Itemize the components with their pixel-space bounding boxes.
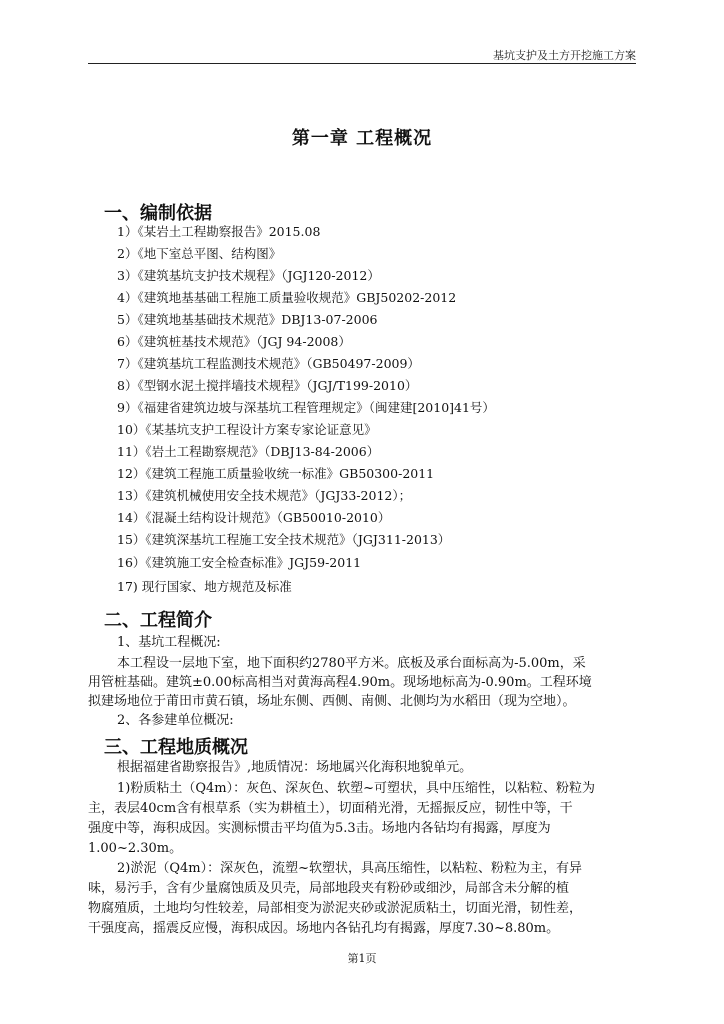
reference-item: 11）《岩土工程勘察规范》（DBJ13-84-2006） (117, 444, 380, 459)
paragraph-line: 味，易污手，含有少量腐蚀质及贝壳，局部地段夹有粉砂或细沙，局部含未分解的植 (88, 881, 570, 896)
reference-item: 13）《建筑机械使用安全技术规范》（JGJ33-2012）； (117, 488, 412, 503)
reference-item: 5）《建筑地基基础技术规范》DBJ13-07-2006 (117, 312, 378, 327)
reference-item: 12）《建筑工程施工质量验收统一标准》GB50300-2011 (117, 466, 435, 481)
reference-item: 4）《建筑地基基础工程施工质量验收规范》GBJ50202-2012 (117, 290, 457, 305)
paragraph-line: 本工程设一层地下室，地下面积约2780平方米。底板及承台面标高为-5.00m，采 (117, 656, 586, 671)
section-heading-geology: 三、工程地质概况 (104, 737, 248, 758)
paragraph-line: 物腐殖质，土地均匀性较差，局部相变为淤泥夹砂或淤泥质粘土，切面光滑，韧性差， (88, 901, 583, 916)
reference-item: 8）《型钢水泥土搅拌墙技术规程》（JGJ/T199-2010） (117, 378, 418, 393)
paragraph-line: 强度中等，海积成因。实测标惯击平均值为5.3击。场地内各钻均有揭露，厚度为 (88, 821, 551, 836)
paragraph-line: 主，表层40cm含有根草系（实为耕植土），切面稍光滑，无摇振反应，韧性中等，干 (88, 801, 573, 816)
section-heading-basis: 一、编制依据 (104, 203, 212, 224)
reference-item: 6）《建筑桩基技术规范》（JGJ 94-2008） (117, 334, 351, 349)
paragraph-line: 1)粉质粘土（Q4m）：灰色、深灰色、软塑~可塑状，具中压缩性，以粘粒、粉粒为 (117, 781, 595, 796)
section-heading-overview: 二、工程简介 (104, 610, 212, 631)
page-number: 第1页 (347, 952, 377, 965)
reference-item: 1）《某岩土工程勘察报告》2015.08 (117, 224, 321, 239)
paragraph-line: 1.00~2.30m。 (88, 841, 183, 856)
reference-item: 16）《建筑施工安全检查标准》JGJ59-2011 (117, 555, 362, 570)
chapter-title: 第一章 工程概况 (291, 128, 433, 149)
reference-item: 9）《福建省建筑边坡与深基坑工程管理规定》（闽建建[2010]41号） (117, 400, 495, 415)
paragraph-line: 干强度高，摇震反应慢，海积成因。场地内各钻孔均有揭露，厚度7.30~8.80m。 (88, 921, 560, 936)
paragraph-line: 1、基坑工程概况: (117, 635, 221, 650)
reference-item: 2）《地下室总平图、结构图》 (117, 246, 282, 261)
header-rule (88, 63, 636, 64)
paragraph-line: 用管桩基础。建筑±0.00标高相当对黄海高程4.90m。现场地标高为-0.90m。工程环境 (88, 675, 592, 690)
paragraph-line: 拟建场地位于莆田市黄石镇，场址东侧、西侧、南侧、北侧均为水稻田（现为空地）。 (88, 694, 576, 709)
reference-item: 3）《建筑基坑支护技术规程》（JGJ120-2012） (117, 268, 380, 283)
paragraph-line: 2)淤泥（Q4m）：深灰色，流塑~软塑状，具高压缩性，以粘粒、粉粒为主，有异 (117, 861, 582, 876)
paragraph-line: 2、各参建单位概况: (117, 713, 234, 728)
reference-item: 10）《某基坑支护工程设计方案专家论证意见》 (117, 422, 377, 437)
reference-item: 15）《建筑深基坑工程施工安全技术规范》（JGJ311-2013） (117, 532, 451, 547)
header-title: 基坑支护及土方开挖施工方案 (493, 49, 636, 62)
reference-item: 17) 现行国家、地方规范及标准 (117, 579, 292, 594)
reference-item: 14）《混凝土结构设计规范》（GB50010-2010） (117, 510, 391, 525)
paragraph-line: 根据福建省勘察报告》,地质情况：场地属兴化海积地貌单元。 (117, 760, 473, 775)
reference-item: 7）《建筑基坑工程监测技术规范》（GB50497-2009） (117, 356, 420, 371)
